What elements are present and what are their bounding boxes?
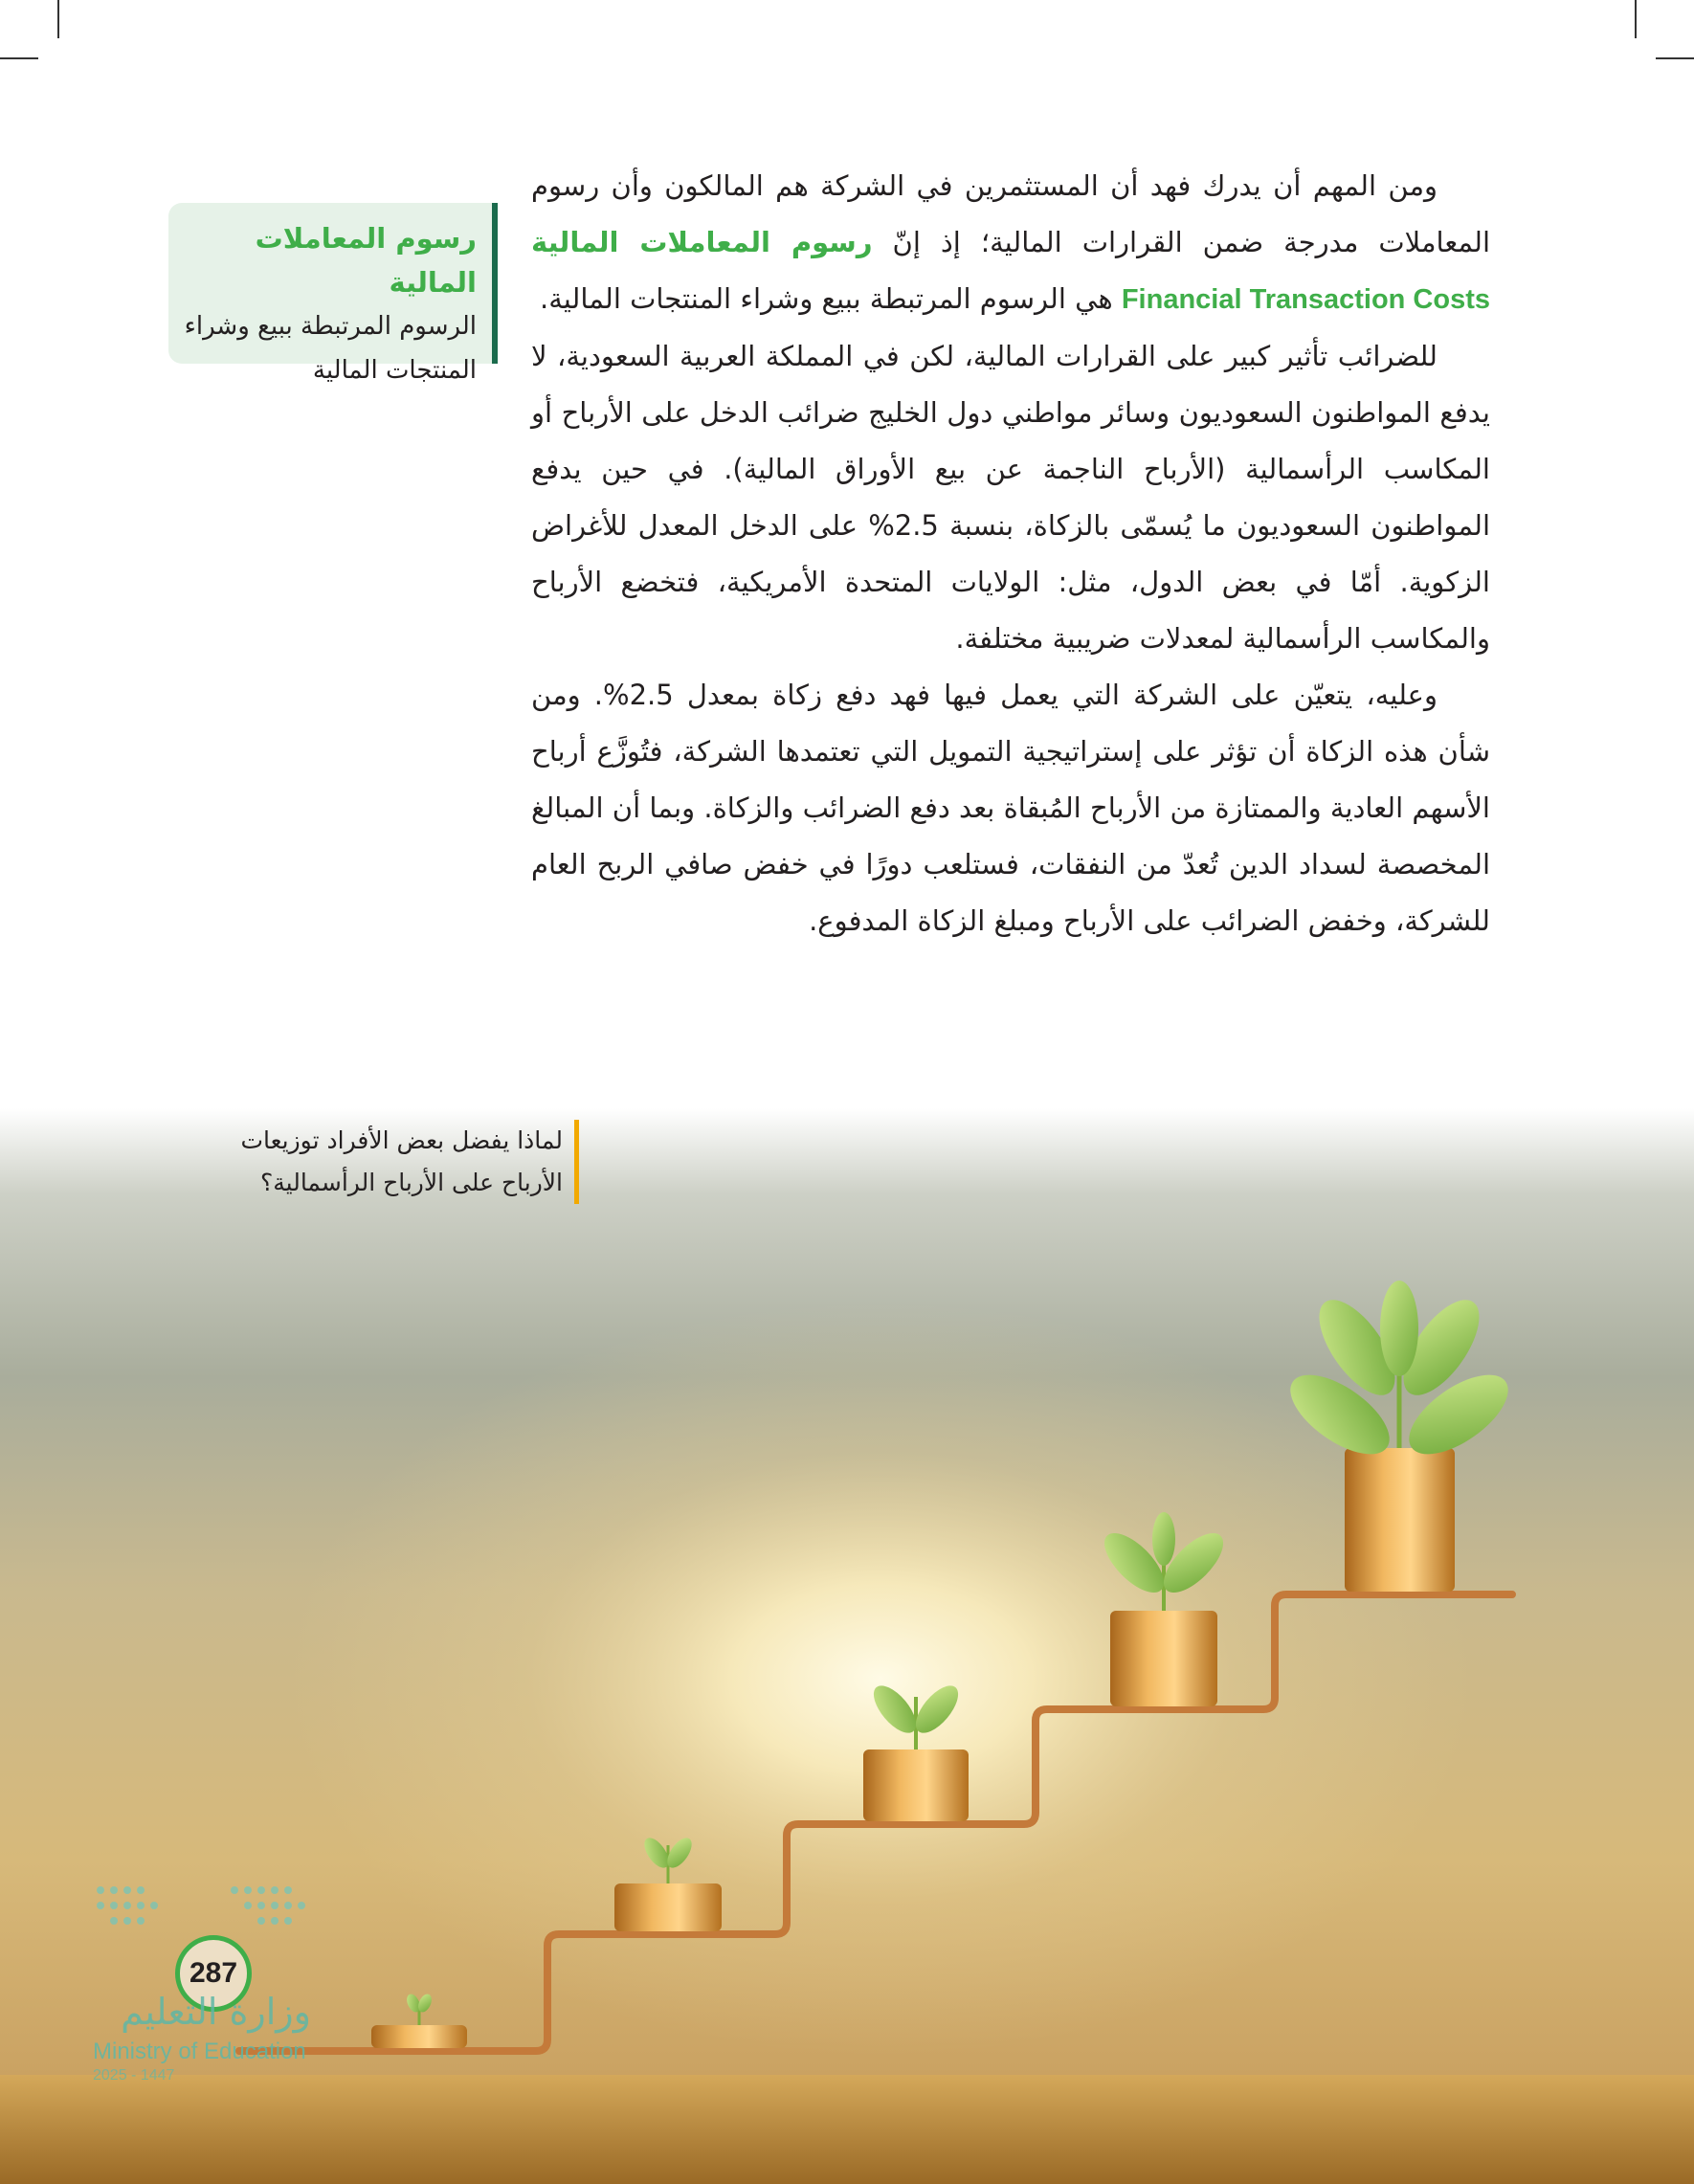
term-financial-transaction-costs-ar: رسوم المعاملات المالية: [531, 226, 873, 258]
paragraph-1: [531, 158, 1490, 328]
ministry-name-ar: وزارة التعليم: [121, 1991, 311, 2033]
coin-stack: [1345, 1448, 1455, 1592]
crop-mark: [1635, 0, 1637, 38]
definition-body: الرسوم المرتبطة ببيع وشراء المنتجات المالية: [184, 312, 477, 385]
term-financial-transaction-costs-en: Financial Transaction Costs: [1121, 284, 1490, 315]
paragraph-2: للضرائب تأثير كبير على القرارات المالية، لكن في المملكة العربية السعودية، لا يدفع المواطنون السعوديون وسائر مواطني دول الخليج ضرائب الدخل على الأرباح أو المكاسب الرأسمالية (الأرباح الناجمة عن بيع الأوراق المالية). في حين يدفع المواطنون السعوديون ما يُسمّى بالزكاة، بنسبة 2.5% على الدخل المعدل للأغراض الزكوية. أمّا في بعض الدول، مثل: الولايات المتحدة الأمريكية، فتخضع الأرباح والمكاسب الرأسمالية لمعدلات ضريبية مختلفة.: [531, 340, 1491, 655]
question-callout: لماذا يفضل بعض الأفراد توزيعات الأرباح على الأرباح الرأسمالية؟: [211, 1120, 579, 1204]
definition-box: [168, 203, 498, 385]
paragraph-3: وعليه، يتعيّن على الشركة التي يعمل فيها فهد دفع زكاة بمعدل 2.5%. ومن شأن هذه الزكاة أن تؤثر على إستراتيجية التمويل التي تعتمدها الشركة، فتُوزَّع أرباح الأسهم العادية والممتازة من الأرباح المُبقاة بعد دفع الضرائب والزكاة. وبما أن المبالغ المخصصة لسداد الدين تُعدّ من النفقات، فستلعب دورًا في خفض صافي الربح العام للشركة، وخفض الضرائب على الأرباح ومبلغ الزكاة المدفوع.: [531, 679, 1490, 937]
main-text: [531, 158, 1490, 949]
ministry-year: 2025 - 1447: [93, 2067, 175, 2084]
ministry-logo-icon: [91, 1881, 311, 1938]
crop-mark: [0, 57, 38, 59]
crop-mark: [1656, 57, 1694, 59]
page-number: 287: [175, 1935, 252, 2012]
coin-stack: [863, 1749, 969, 1821]
coin-stack: [1110, 1611, 1217, 1706]
p1-text: ومن المهم أن يدرك فهد أن المستثمرين في الشركة هم المالكون وأن رسوم المعاملات مدرجة ضمن القرارات المالية؛ إذ إنّ: [531, 169, 1490, 258]
p1-text-end: هي الرسوم المرتبطة ببيع وشراء المنتجات المالية.: [540, 282, 1122, 315]
ministry-name-en: Ministry of Education: [93, 2039, 306, 2064]
crop-mark: [57, 0, 59, 38]
definition-title: رسوم المعاملات المالية: [255, 222, 477, 299]
coin-stack: [371, 2025, 467, 2048]
coin-stack: [614, 1883, 722, 1931]
